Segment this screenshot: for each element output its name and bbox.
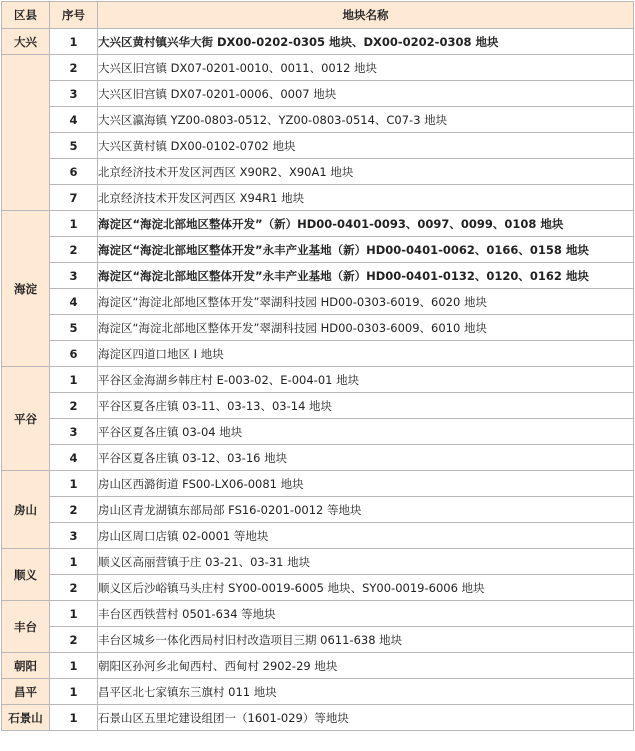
- district-cell: [2, 55, 50, 211]
- table-row: [2, 211, 634, 237]
- parcel-name: 平谷区夏各庄镇 03-12、03-16 地块: [98, 445, 634, 471]
- parcel-name: 大兴区瀛海镇 YZ00-0803-0512、YZ00-0803-0514、C07-3 地块: [98, 107, 634, 133]
- table-row: [2, 159, 634, 185]
- parcel-name-highlighted: 大兴区黄村镇兴华大街 DX00-0202-0305 地块、DX00-0202-0308 地块: [98, 29, 634, 55]
- seq-cell: 3: [50, 419, 98, 445]
- parcel-name: 昌平区北七家镇东三旗村 011 地块: [98, 679, 634, 705]
- table-row: [2, 315, 634, 341]
- district-cell: 大兴: [2, 29, 50, 55]
- table-row: [2, 29, 634, 55]
- parcel-name: 大兴区旧宫镇 DX07-0201-0010、0011、0012 地块: [98, 55, 634, 81]
- table-row: [2, 419, 634, 445]
- seq-cell: 1: [50, 653, 98, 679]
- seq-cell: 1: [50, 705, 98, 731]
- seq-cell: 1: [50, 29, 98, 55]
- seq-cell: 2: [50, 627, 98, 653]
- header-district: 区县: [2, 2, 50, 29]
- table-row: [2, 237, 634, 263]
- header-seq: 序号: [50, 2, 98, 29]
- seq-cell: 2: [50, 237, 98, 263]
- table-row: [2, 601, 634, 627]
- land-parcel-table: [1, 1, 634, 731]
- parcel-name: 朝阳区孙河乡北甸西村、西甸村 2902-29 地块: [98, 653, 634, 679]
- table-body: [2, 29, 634, 731]
- district-cell: 海淀: [2, 211, 50, 367]
- table-row: [2, 445, 634, 471]
- table-row: [2, 627, 634, 653]
- parcel-name: 丰台区城乡一体化西局村旧村改造项目三期 0611-638 地块: [98, 627, 634, 653]
- table-row: [2, 549, 634, 575]
- seq-cell: 1: [50, 601, 98, 627]
- parcel-name: 平谷区夏各庄镇 03-11、03-13、03-14 地块: [98, 393, 634, 419]
- table-row: [2, 679, 634, 705]
- table-row: [2, 341, 634, 367]
- table-row: [2, 653, 634, 679]
- parcel-name-highlighted: 海淀区“海淀北部地区整体开发”（新）HD00-0401-0093、0097、0099、0108 地块: [98, 211, 634, 237]
- parcel-name: 丰台区西铁营村 0501-634 等地块: [98, 601, 634, 627]
- seq-cell: 1: [50, 211, 98, 237]
- seq-cell: 7: [50, 185, 98, 211]
- seq-cell: 3: [50, 263, 98, 289]
- seq-cell: 4: [50, 289, 98, 315]
- seq-cell: 1: [50, 549, 98, 575]
- table-row: [2, 393, 634, 419]
- parcel-name: 平谷区金海湖乡韩庄村 E-003-02、E-004-01 地块: [98, 367, 634, 393]
- seq-cell: 6: [50, 341, 98, 367]
- table-header-row: [2, 2, 634, 29]
- parcel-name: 顺义区后沙峪镇马头庄村 SY00-0019-6005 地块、SY00-0019-6006 地块: [98, 575, 634, 601]
- table-row: [2, 55, 634, 81]
- parcel-name: 大兴区旧宫镇 DX07-0201-0006、0007 地块: [98, 81, 634, 107]
- seq-cell: 1: [50, 367, 98, 393]
- table-row: [2, 81, 634, 107]
- table-row: [2, 289, 634, 315]
- seq-cell: 2: [50, 497, 98, 523]
- seq-cell: 3: [50, 81, 98, 107]
- table-row: [2, 471, 634, 497]
- parcel-name: 北京经济技术开发区河西区 X90R2、X90A1 地块: [98, 159, 634, 185]
- district-cell: 顺义: [2, 549, 50, 601]
- parcel-name: 房山区西潞街道 FS00-LX06-0081 地块: [98, 471, 634, 497]
- parcel-name-highlighted: 海淀区“海淀北部地区整体开发”永丰产业基地（新）HD00-0401-0132、0120、0162 地块: [98, 263, 634, 289]
- seq-cell: 2: [50, 575, 98, 601]
- parcel-name: 海淀区“海淀北部地区整体开发”翠湖科技园 HD00-0303-6009、6010 地块: [98, 315, 634, 341]
- table-row: [2, 133, 634, 159]
- parcel-name: 房山区青龙湖镇东部局部 FS16-0201-0012 等地块: [98, 497, 634, 523]
- district-cell: 丰台: [2, 601, 50, 653]
- district-cell: 朝阳: [2, 653, 50, 679]
- seq-cell: 5: [50, 315, 98, 341]
- parcel-name: 北京经济技术开发区河西区 X94R1 地块: [98, 185, 634, 211]
- seq-cell: 2: [50, 393, 98, 419]
- district-cell: 石景山: [2, 705, 50, 731]
- table-row: [2, 575, 634, 601]
- parcel-name: 房山区周口店镇 02-0001 等地块: [98, 523, 634, 549]
- table-row: [2, 263, 634, 289]
- table-row: [2, 185, 634, 211]
- parcel-name: 顺义区高丽营镇于庄 03-21、03-31 地块: [98, 549, 634, 575]
- parcel-name: 海淀区四道口地区 I 地块: [98, 341, 634, 367]
- seq-cell: 4: [50, 445, 98, 471]
- seq-cell: 2: [50, 55, 98, 81]
- table-row: [2, 523, 634, 549]
- parcel-name: 石景山区五里坨建设组团一（1601-029）等地块: [98, 705, 634, 731]
- seq-cell: 4: [50, 107, 98, 133]
- table-row: [2, 107, 634, 133]
- seq-cell: 5: [50, 133, 98, 159]
- seq-cell: 6: [50, 159, 98, 185]
- table-row: [2, 497, 634, 523]
- seq-cell: 1: [50, 471, 98, 497]
- parcel-name: 海淀区“海淀北部地区整体开发”翠湖科技园 HD00-0303-6019、6020 地块: [98, 289, 634, 315]
- district-cell: 房山: [2, 471, 50, 549]
- parcel-name-highlighted: 海淀区“海淀北部地区整体开发”永丰产业基地（新）HD00-0401-0062、0166、0158 地块: [98, 237, 634, 263]
- seq-cell: 1: [50, 679, 98, 705]
- seq-cell: 3: [50, 523, 98, 549]
- header-name: 地块名称: [98, 2, 634, 29]
- district-cell: 昌平: [2, 679, 50, 705]
- table-row: [2, 367, 634, 393]
- table-row: [2, 705, 634, 731]
- parcel-name: 大兴区黄村镇 DX00-0102-0702 地块: [98, 133, 634, 159]
- parcel-name: 平谷区夏各庄镇 03-04 地块: [98, 419, 634, 445]
- district-cell: 平谷: [2, 367, 50, 471]
